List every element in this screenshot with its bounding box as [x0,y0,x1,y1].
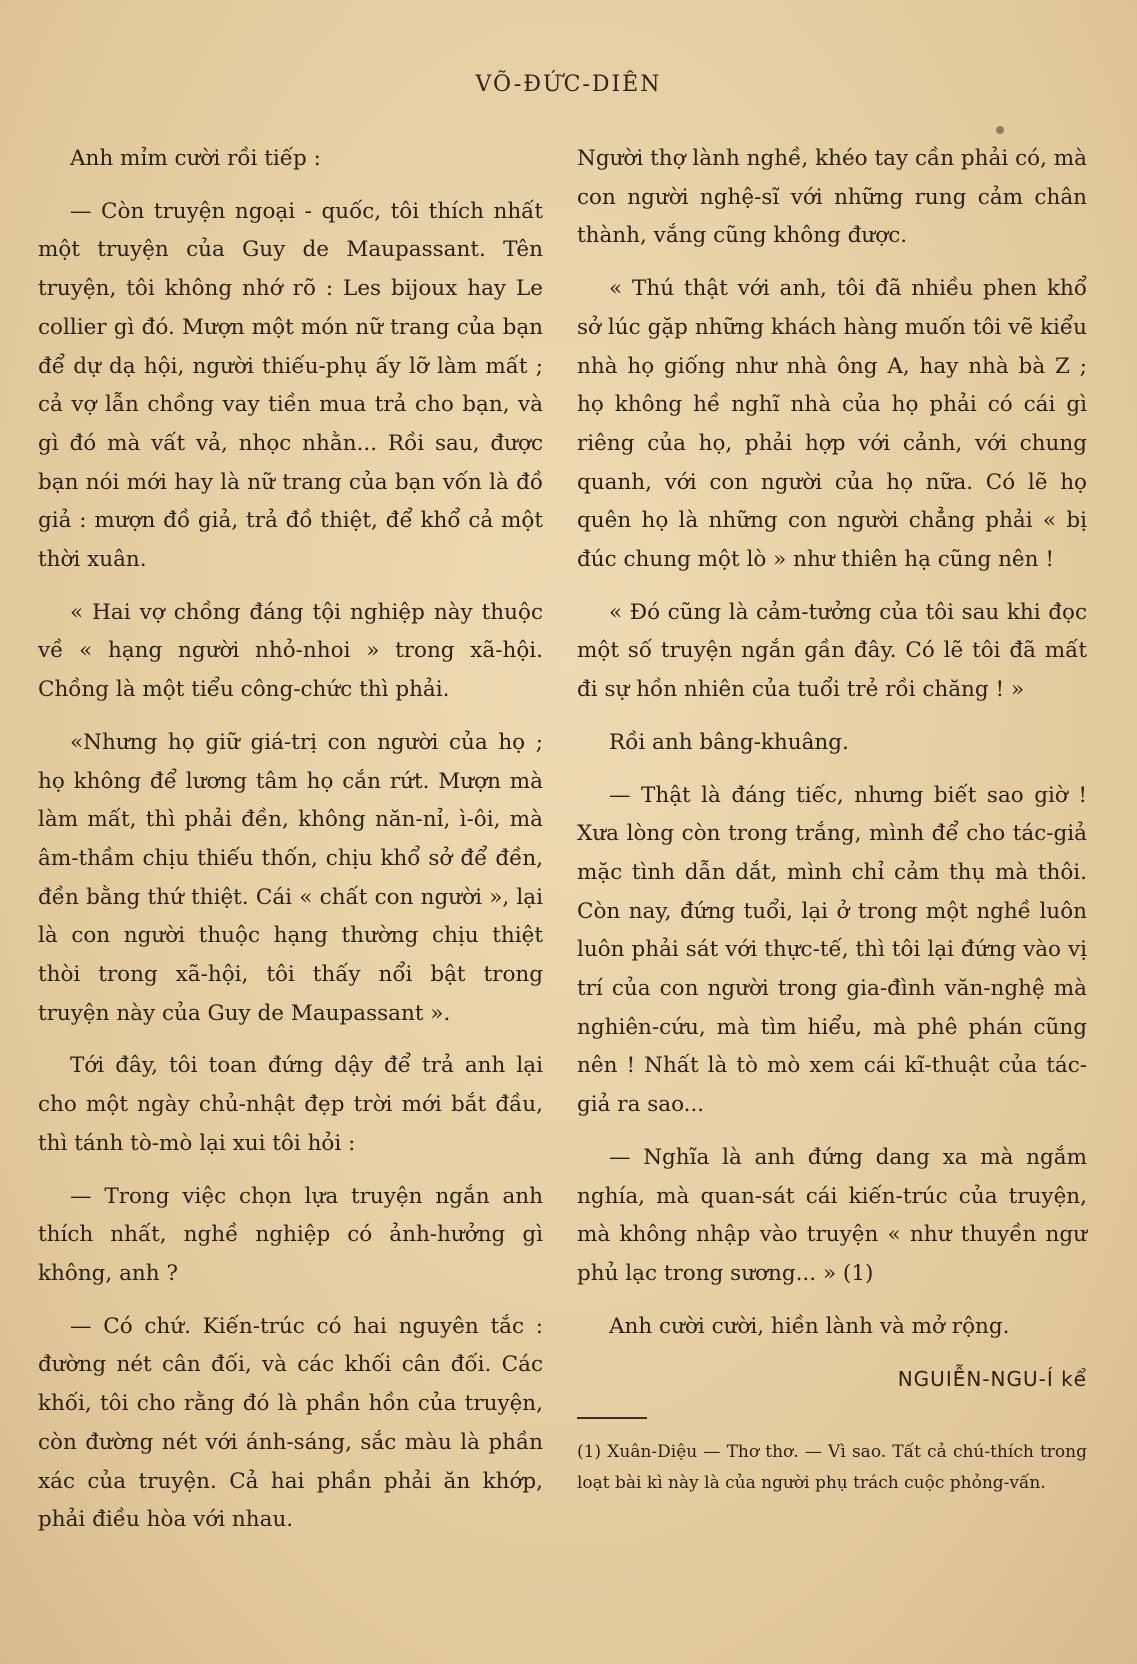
paragraph: « Hai vợ chồng đáng tội nghiệp này thuộc về « hạng người nhỏ-nhoi » trong xã-hội. Chồng là một tiểu công-chức thì phải. [38,599,543,703]
paragraph: Người thợ lành nghề, khéo tay cần phải có, mà con người nghệ-sĩ với những rung cảm chân thành, vắng cũng không được. [577,146,1087,249]
paragraph: — Thật là đáng tiếc, nhưng biết sao giờ ! Xưa lòng còn trong trắng, mình để cho tác-giả mặc tình dẫn dắt, mình chỉ cảm thụ mà thôi. Còn nay, đứng tuổi, lại ở trong một nghề luôn luôn phải sát với thực-tế, thì tôi lại đứng vào vị trí của con người trong gia-đình văn-nghệ mà nghiên-cứu, mà tìm hiểu, mà phê phán cũng nên ! Nhất là tò mò xem cái kĩ-thuật của tác-giả ra sao... [577,782,1087,1118]
paragraph: « Đó cũng là cảm-tưởng của tôi sau khi đọc một số truyện ngắn gần đây. Có lẽ tôi đã mất đi sự hồn nhiên của tuổi trẻ rồi chăng ! » [577,599,1087,703]
paragraph: — Có chứ. Kiến-trúc có hai nguyên tắc : đường nét cân đối, và các khối cân đối. Các khối, tôi cho rằng đó là phần hồn của truyện, còn đường nét với ánh-sáng, sắc màu là phần xác của truyện. Cả hai phần phải ăn khớp, phải điều hòa với nhau. [38,1313,543,1533]
paragraph: « Thú thật với anh, tôi đã nhiều phen khổ sở lúc gặp những khách hàng muốn tôi vẽ kiểu nhà họ giống như nhà ông A, hay nhà bà Z ; họ không hề nghĩ nhà của họ phải có cái gì riêng của họ, phải hợp với cảnh, với chung quanh, với con người của họ nữa. Có lẽ họ quên họ là những con người chẳng phải « bị đúc chung một lò » như thiên hạ cũng nên ! [577,276,1087,573]
paragraph: Anh mỉm cười rồi tiếp : [70,146,321,171]
left-column [38,140,543,1554]
page-header: VÕ-ĐỨC-DIÊN [475,72,662,97]
right-column [577,140,1087,1499]
author-signature: NGUIỄN-NGU-Í kể [897,1367,1087,1392]
ink-speck [996,126,1004,134]
footnote: (1) Xuân-Diệu — Thơ thơ. — Vì sao. Tất cả chú-thích trong loạt bài kì này là của người phụ trách cuộc phỏng-vấn. [577,1442,1087,1494]
paragraph: «Nhưng họ giữ giá-trị con người của họ ; họ không để lương tâm họ cắn rứt. Mượn mà làm mất, thì phải đền, không năn-nỉ, ì-ôi, mà âm-thầm chịu thiếu thốn, chịu khổ sở để đền, đền bằng thứ thiệt. Cái « chất con người », lại là con người thuộc hạng thường chịu thiệt thòi trong xã-hội, tôi thấy nổi bật trong truyện này của Guy de Maupassant ». [38,729,543,1026]
paragraph: Rồi anh bâng-khuâng. [609,729,849,755]
paragraph: Tới đây, tôi toan đứng dậy để trả anh lại cho một ngày chủ-nhật đẹp trời mới bắt đầu, thì tánh tò-mò lại xui tôi hỏi : [38,1053,543,1156]
paragraph: — Nghĩa là anh đứng dang xa mà ngắm nghía, mà quan-sát cái kiến-trúc của truyện, mà không nhập vào truyện « như thuyền ngư phủ lạc trong sương... » (1) [577,1144,1087,1286]
paragraph: — Trong việc chọn lựa truyện ngắn anh thích nhất, nghề nghiệp có ảnh-hưởng gì không, anh ? [38,1183,543,1286]
paragraph: Anh cười cười, hiền lành và mở rộng. [609,1313,1010,1339]
paragraph: — Còn truyện ngoại - quốc, tôi thích nhất một truyện của Guy de Maupassant. Tên truyện, tôi không nhớ rõ : Les bijoux hay Le collier gì đó. Mượn một món nữ trang của bạn để dự dạ hội, người thiếu-phụ ấy lỡ làm mất ; cả vợ lẫn chồng vay tiền mua trả cho bạn, và gì đó mà vất vả, nhọc nhằn... Rồi sau, được bạn nói mới hay là nữ trang của bạn vốn là đồ giả : mượn đồ giả, trả đồ thiệt, để khổ cả một thời xuân. [38,198,543,573]
footnote-divider [577,1417,647,1419]
